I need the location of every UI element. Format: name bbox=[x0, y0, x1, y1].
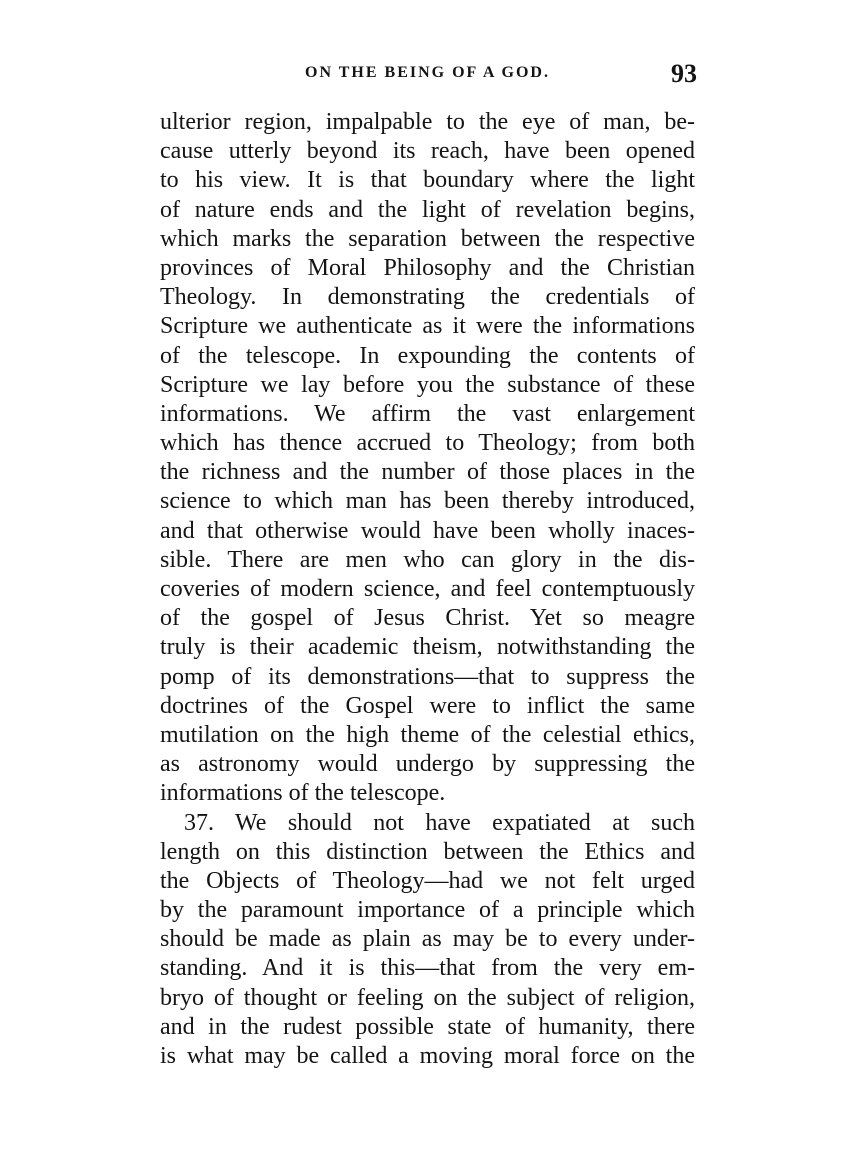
text-line: of nature ends and the light of revelation begins, bbox=[160, 196, 695, 223]
paragraph-end-line: informations of the telescope. bbox=[160, 780, 446, 807]
running-header bbox=[160, 60, 695, 94]
running-title: ON THE BEING OF A GOD. bbox=[305, 64, 550, 81]
text-line: sible. There are men who can glory in the dis- bbox=[160, 546, 695, 573]
text-line: science to which man has been thereby introduced, bbox=[160, 488, 695, 515]
text-line: the richness and the number of those places in the bbox=[160, 459, 695, 486]
text-line: which has thence accrued to Theology; from both bbox=[160, 430, 695, 457]
text-line: the Objects of Theology—had we not felt urged bbox=[160, 867, 695, 894]
text-line: truly is their academic theism, notwithstanding the bbox=[160, 634, 695, 661]
text-line: by the paramount importance of a principle which bbox=[160, 897, 695, 924]
text-line: provinces of Moral Philosophy and the Christian bbox=[160, 254, 695, 281]
text-line: of the gospel of Jesus Christ. Yet so meagre bbox=[160, 605, 695, 632]
text-line: should be made as plain as may be to every under- bbox=[160, 926, 695, 953]
text-line: bryo of thought or feeling on the subject of religion, bbox=[160, 984, 695, 1011]
body-text bbox=[160, 108, 695, 1071]
text-line: and in the rudest possible state of humanity, there bbox=[160, 1013, 695, 1040]
text-line: and that otherwise would have been wholly inaces- bbox=[160, 517, 695, 544]
text-line: to his view. It is that boundary where the light bbox=[160, 167, 695, 194]
text-line: is what may be called a moving moral force on the bbox=[160, 1043, 695, 1069]
text-line: Scripture we lay before you the substance of these bbox=[160, 371, 695, 398]
text-line: Scripture we authenticate as it were the informations bbox=[160, 313, 695, 340]
text-line: standing. And it is this—that from the very em- bbox=[160, 955, 695, 982]
paragraph-start-line: 37. We should not have expatiated at such bbox=[184, 809, 695, 836]
page-number: 93 bbox=[671, 59, 697, 88]
text-line: ulterior region, impalpable to the eye of man, be- bbox=[160, 109, 695, 135]
text-line: informations. We affirm the vast enlargement bbox=[160, 400, 695, 427]
text-line: as astronomy would undergo by suppressing the bbox=[160, 751, 695, 778]
text-line: Theology. In demonstrating the credentials of bbox=[160, 284, 695, 311]
text-line: which marks the separation between the respective bbox=[160, 225, 695, 252]
text-line: pomp of its demonstrations—that to suppress the bbox=[160, 663, 695, 690]
text-line: coveries of modern science, and feel contemptuously bbox=[160, 576, 695, 602]
text-line: cause utterly beyond its reach, have been opened bbox=[160, 138, 695, 165]
text-line: mutilation on the high theme of the celestial ethics, bbox=[160, 721, 695, 748]
text-line: length on this distinction between the Ethics and bbox=[160, 838, 695, 865]
text-line: of the telescope. In expounding the contents of bbox=[160, 342, 695, 369]
text-line: doctrines of the Gospel were to inflict the same bbox=[160, 692, 695, 719]
